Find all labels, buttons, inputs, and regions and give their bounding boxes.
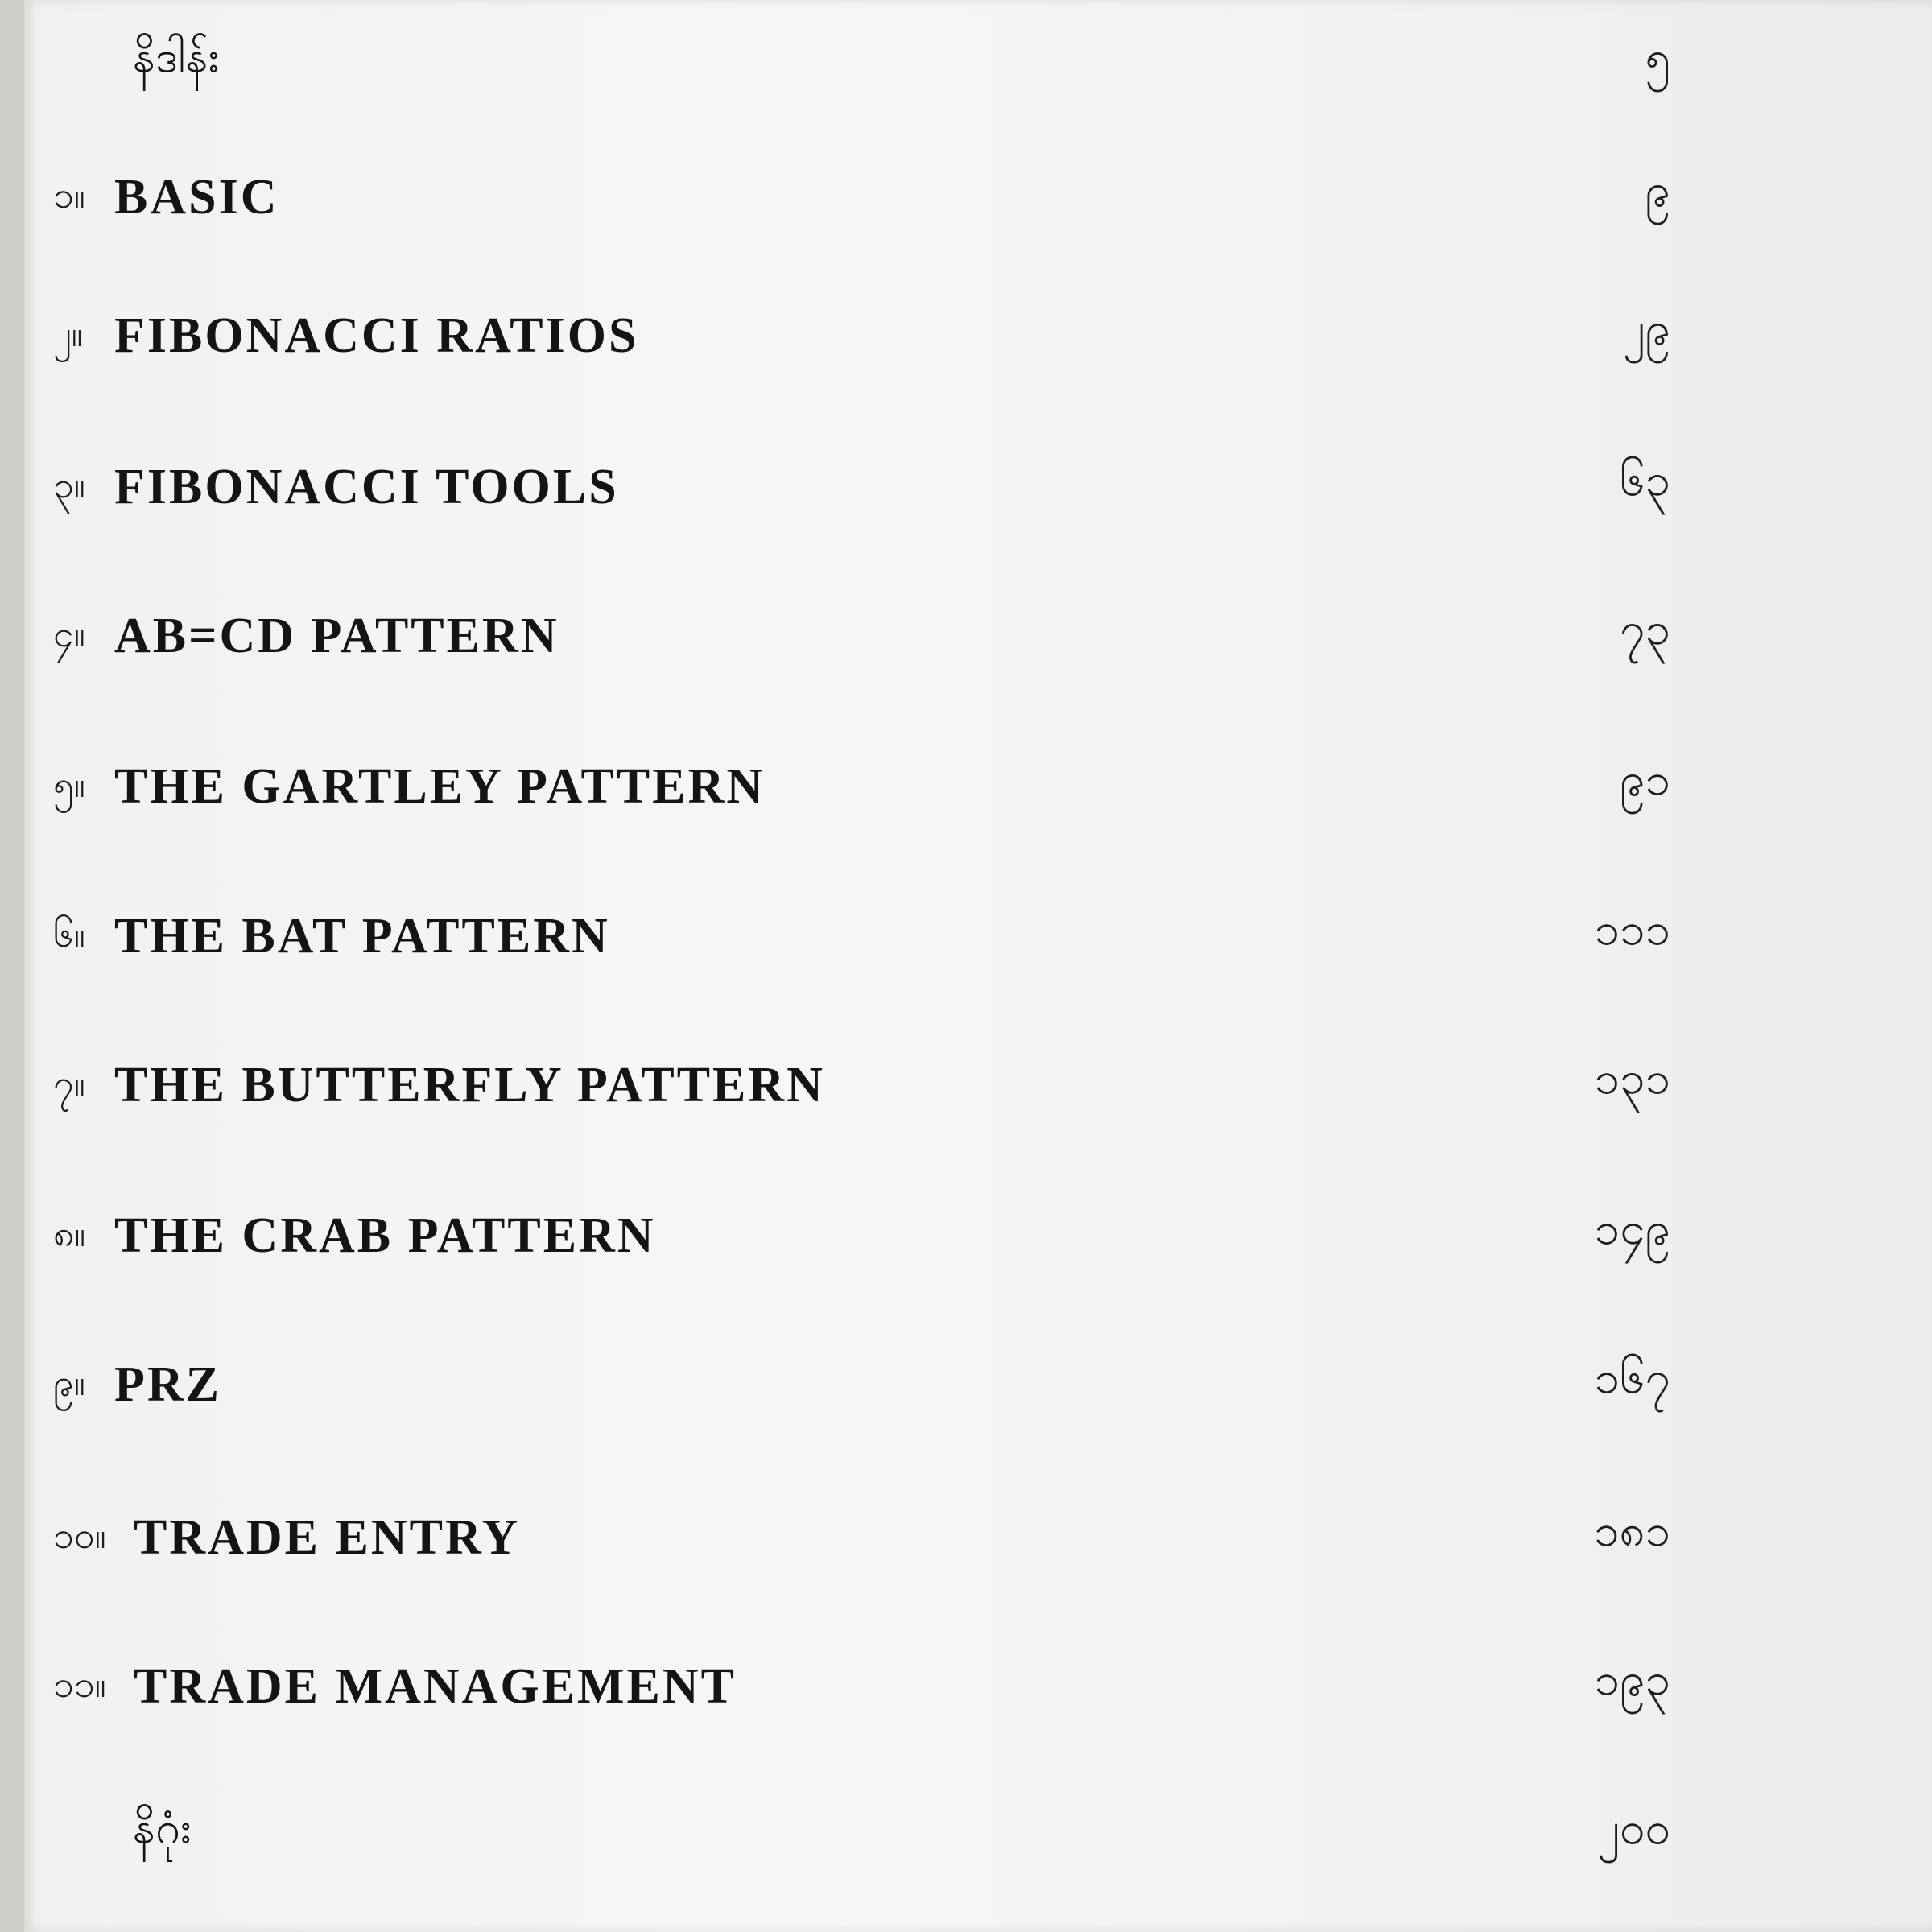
toc-number: ၁။ [53, 173, 85, 217]
toc-page-number: ၉ [1645, 164, 1670, 217]
toc-entry-trade-management [24, 1622, 1932, 1719]
toc-page-number: ၂၉ [1622, 303, 1670, 355]
toc-title: THE CRAB PATTERN [114, 1208, 656, 1263]
toc-page-number: ၇၃ [1620, 603, 1670, 655]
book-page [24, 0, 1932, 1932]
toc-entry-basic [24, 133, 1932, 229]
toc-entry-fibonacci-tools [24, 423, 1932, 519]
toc-number: ၁၁။ [53, 1662, 106, 1706]
toc-entry-trade-entry [24, 1473, 1932, 1570]
toc-entry-introduction [24, 0, 1932, 97]
toc-number: ၈။ [53, 1212, 86, 1255]
toc-entry-abcd-pattern [24, 572, 1932, 668]
toc-entry-crab-pattern [24, 1171, 1932, 1268]
toc-number: ၃။ [53, 463, 85, 506]
toc-title: FIBONACCI RATIOS [114, 308, 639, 363]
toc-entry-gartley-pattern [24, 722, 1932, 819]
toc-title: TRADE ENTRY [134, 1510, 521, 1565]
toc-title: FIBONACCI TOOLS [114, 460, 619, 514]
toc-page-number: ၁၁၁ [1594, 903, 1670, 956]
toc-page-number: ၁၆၇ [1594, 1352, 1670, 1404]
toc-entry-bat-pattern [24, 872, 1932, 968]
toc-page-number: ၉၁ [1620, 753, 1670, 806]
toc-entry-conclusion [24, 1771, 1932, 1868]
toc-title: နိဂုံး [133, 1802, 192, 1853]
toc-title: နိဒါန်း [133, 31, 220, 82]
toc-title: THE BUTTERFLY PATTERN [114, 1058, 825, 1113]
toc-title: PRZ [114, 1357, 221, 1412]
toc-entry-butterfly-pattern [24, 1021, 1932, 1117]
toc-page-number: ၁၉၃ [1594, 1653, 1670, 1706]
toc-number: ၂။ [53, 312, 83, 355]
toc-page-number: ၁၃၁ [1594, 1052, 1670, 1104]
toc-page-number: ၂၀၀ [1597, 1802, 1670, 1855]
toc-page-number: ၁၄၉ [1594, 1203, 1670, 1255]
toc-page-number: ၆၃ [1620, 454, 1670, 506]
toc-page-number: ၅ [1645, 31, 1670, 84]
toc-title: TRADE MANAGEMENT [134, 1659, 737, 1714]
toc-number: ၅။ [53, 762, 85, 806]
toc-number: ၉။ [53, 1360, 85, 1404]
toc-entry-prz [24, 1320, 1932, 1417]
toc-number: ၇။ [53, 1061, 85, 1104]
toc-title: THE GARTLEY PATTERN [114, 759, 766, 814]
toc-title: BASIC [114, 170, 279, 225]
toc-title: THE BAT PATTERN [114, 909, 610, 964]
toc-entry-fibonacci-ratios [24, 271, 1932, 368]
toc-number: ၄။ [53, 612, 85, 655]
toc-number: ၁၀။ [53, 1513, 106, 1557]
toc-page-number: ၁၈၁ [1594, 1505, 1670, 1557]
toc-title: AB=CD PATTERN [114, 609, 559, 663]
toc-number: ၆။ [53, 912, 85, 956]
